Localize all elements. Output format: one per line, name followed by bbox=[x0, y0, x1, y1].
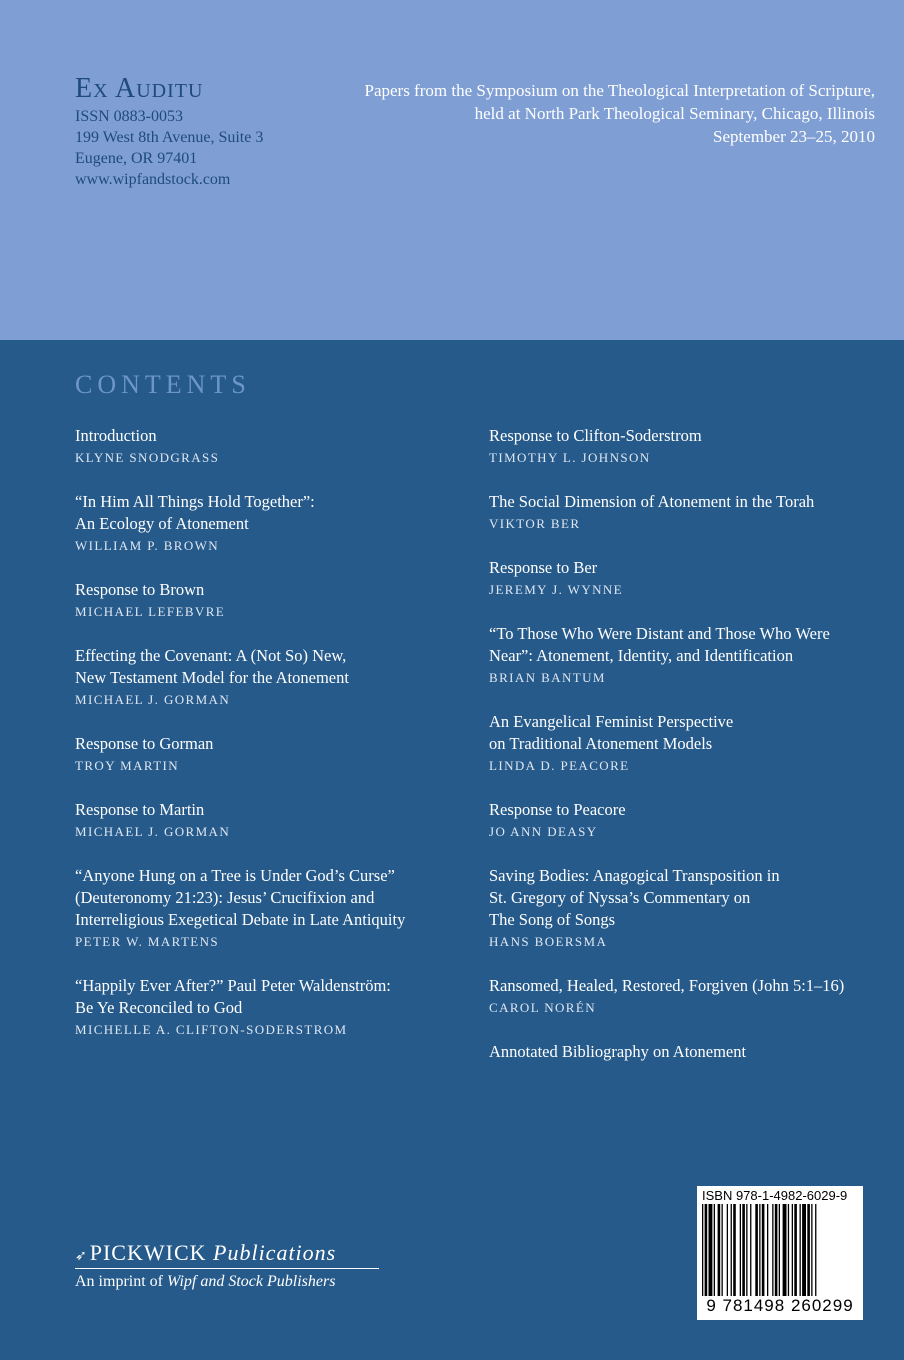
entry-title: “Anyone Hung on a Tree is Under God’s Curse” (Deuteronomy 21:23): Jesus’ Crucifixion and Interreligious Exegetical Debate in Late Antiquity bbox=[75, 866, 406, 929]
barcode-bar bbox=[794, 1204, 797, 1296]
barcode-bar bbox=[746, 1204, 747, 1296]
contents-entry bbox=[489, 623, 889, 689]
barcode-bar bbox=[705, 1204, 708, 1296]
journal-address-line1: 199 West 8th Avenue, Suite 3 bbox=[75, 129, 264, 146]
entry-author: PETER W. MARTENS bbox=[75, 934, 220, 949]
entry-author: MICHAEL J. GORMAN bbox=[75, 692, 231, 707]
barcode-bar bbox=[811, 1204, 812, 1296]
entry-title: Response to Gorman bbox=[75, 734, 214, 753]
contents-entry bbox=[75, 491, 475, 557]
publisher-imprint bbox=[75, 1273, 379, 1291]
contents-entry bbox=[75, 975, 475, 1041]
contents-entry bbox=[75, 645, 475, 711]
contents-entry bbox=[75, 425, 475, 469]
barcode-bar bbox=[775, 1204, 778, 1296]
entry-author: CAROL NORÉN bbox=[489, 1000, 597, 1015]
contents-entry bbox=[489, 975, 889, 1019]
imprint-name: Wipf and Stock Publishers bbox=[167, 1273, 336, 1290]
entry-title: An Evangelical Feminist Perspective on Traditional Atonement Models bbox=[489, 712, 734, 753]
barcode-bar bbox=[762, 1204, 765, 1296]
journal-issn: ISSN 0883-0053 bbox=[75, 108, 184, 125]
barcode-bar bbox=[733, 1204, 736, 1296]
entry-author: KLYNE SNODGRASS bbox=[75, 450, 220, 465]
contents-left-column bbox=[75, 425, 475, 1063]
barcode-bar bbox=[750, 1204, 751, 1296]
symposium-line1: Papers from the Symposium on the Theological Interpretation of Scripture, bbox=[364, 81, 875, 100]
entry-title: Saving Bodies: Anagogical Transposition in St. Gregory of Nyssa’s Commentary on The Song of Songs bbox=[489, 866, 780, 929]
symposium-line2: held at North Park Theological Seminary, Chicago, Illinois bbox=[474, 104, 875, 123]
publisher-name-italic: Publications bbox=[213, 1240, 337, 1265]
barcode-bar bbox=[767, 1204, 768, 1296]
entry-author: MICHAEL J. GORMAN bbox=[75, 824, 231, 839]
entry-title: Effecting the Covenant: A (Not So) New, New Testament Model for the Atonement bbox=[75, 646, 349, 687]
contents-entry bbox=[75, 799, 475, 843]
contents-entry bbox=[489, 1041, 889, 1063]
publisher-block bbox=[75, 1240, 379, 1291]
symposium-line3: September 23–25, 2010 bbox=[713, 127, 875, 146]
contents-entry bbox=[75, 579, 475, 623]
entry-author: BRIAN BANTUM bbox=[489, 670, 606, 685]
journal-address-line2: Eugene, OR 97401 bbox=[75, 150, 198, 167]
entry-title: “Happily Ever After?” Paul Peter Waldenström: Be Ye Reconciled to God bbox=[75, 976, 391, 1017]
entry-title: “To Those Who Were Distant and Those Who Were Near”: Atonement, Identity, and Identification bbox=[489, 624, 830, 665]
contents-entry bbox=[489, 711, 889, 777]
contents-entry bbox=[75, 733, 475, 777]
barcode-bar bbox=[807, 1204, 810, 1296]
entry-title: Response to Clifton-Soderstrom bbox=[489, 426, 702, 445]
contents-entry bbox=[489, 425, 889, 469]
contents-entry bbox=[489, 799, 889, 843]
barcode-bar bbox=[755, 1204, 758, 1296]
barcode-bar bbox=[727, 1204, 728, 1296]
symposium-info bbox=[275, 79, 875, 148]
barcode-bar bbox=[802, 1204, 806, 1296]
barcode-bar bbox=[718, 1204, 721, 1296]
contents-entry bbox=[489, 491, 889, 535]
entry-author: HANS BOERSMA bbox=[489, 934, 608, 949]
entry-title: Ransomed, Healed, Restored, Forgiven (John 5:1–16) bbox=[489, 976, 845, 995]
entry-author: MICHAEL LEFEBVRE bbox=[75, 604, 226, 619]
isbn-label: ISBN 978-1-4982-6029-9 bbox=[702, 1188, 848, 1203]
entry-author: WILLIAM P. BROWN bbox=[75, 538, 220, 553]
barcode-digits: 9 781498 260299 bbox=[706, 1296, 854, 1315]
barcode-bar bbox=[815, 1204, 816, 1296]
entry-author: LINDA D. PEACORE bbox=[489, 758, 630, 773]
entry-title: Response to Peacore bbox=[489, 800, 626, 819]
barcode-bar bbox=[759, 1204, 760, 1296]
barcode-bar bbox=[792, 1204, 793, 1296]
barcode-bar bbox=[779, 1204, 780, 1296]
barcode-bar bbox=[722, 1204, 723, 1296]
contents-entry bbox=[75, 865, 475, 953]
entry-title: Response to Brown bbox=[75, 580, 205, 599]
barcode-bar bbox=[731, 1204, 732, 1296]
entry-author: MICHELLE A. CLIFTON-SODERSTROM bbox=[75, 1022, 348, 1037]
entry-title: The Social Dimension of Atonement in the Torah bbox=[489, 492, 815, 511]
barcode-bars bbox=[702, 1204, 858, 1296]
entry-title: “In Him All Things Hold Together”: An Ecology of Atonement bbox=[75, 492, 315, 533]
publisher-rule bbox=[75, 1268, 379, 1269]
entry-title: Response to Ber bbox=[489, 558, 598, 577]
entry-author: JEREMY J. WYNNE bbox=[489, 582, 624, 597]
entry-author: TIMOTHY L. JOHNSON bbox=[489, 450, 651, 465]
barcode-bar bbox=[709, 1204, 713, 1296]
publisher-name-caps: PICKWICK bbox=[89, 1240, 207, 1265]
entry-author: VIKTOR BER bbox=[489, 516, 581, 531]
barcode-box bbox=[697, 1186, 863, 1320]
barcode-bar bbox=[702, 1204, 703, 1296]
journal-title: Ex Auditu bbox=[75, 73, 204, 104]
entry-title: Introduction bbox=[75, 426, 157, 445]
imprint-prefix: An imprint of bbox=[75, 1273, 163, 1290]
entry-title: Annotated Bibliography on Atonement bbox=[489, 1042, 747, 1061]
contents-entry bbox=[489, 865, 889, 953]
barcode-bar bbox=[714, 1204, 715, 1296]
contents-entry bbox=[489, 557, 889, 601]
publisher-name bbox=[75, 1240, 379, 1266]
entry-author: TROY MARTIN bbox=[75, 758, 180, 773]
journal-website: www.wipfandstock.com bbox=[75, 171, 231, 188]
barcode-bar bbox=[800, 1204, 801, 1296]
barcode-bar bbox=[740, 1204, 741, 1296]
feather-icon: ➶ bbox=[75, 1249, 88, 1264]
entry-title: Response to Martin bbox=[75, 800, 205, 819]
barcode-bar bbox=[742, 1204, 745, 1296]
entry-author: JO ANN DEASY bbox=[489, 824, 598, 839]
barcode-bar bbox=[772, 1204, 773, 1296]
barcode-bar bbox=[783, 1204, 787, 1296]
contents-heading: CONTENTS bbox=[75, 370, 251, 399]
barcode-bar bbox=[788, 1204, 789, 1296]
contents-right-column bbox=[489, 425, 889, 1085]
